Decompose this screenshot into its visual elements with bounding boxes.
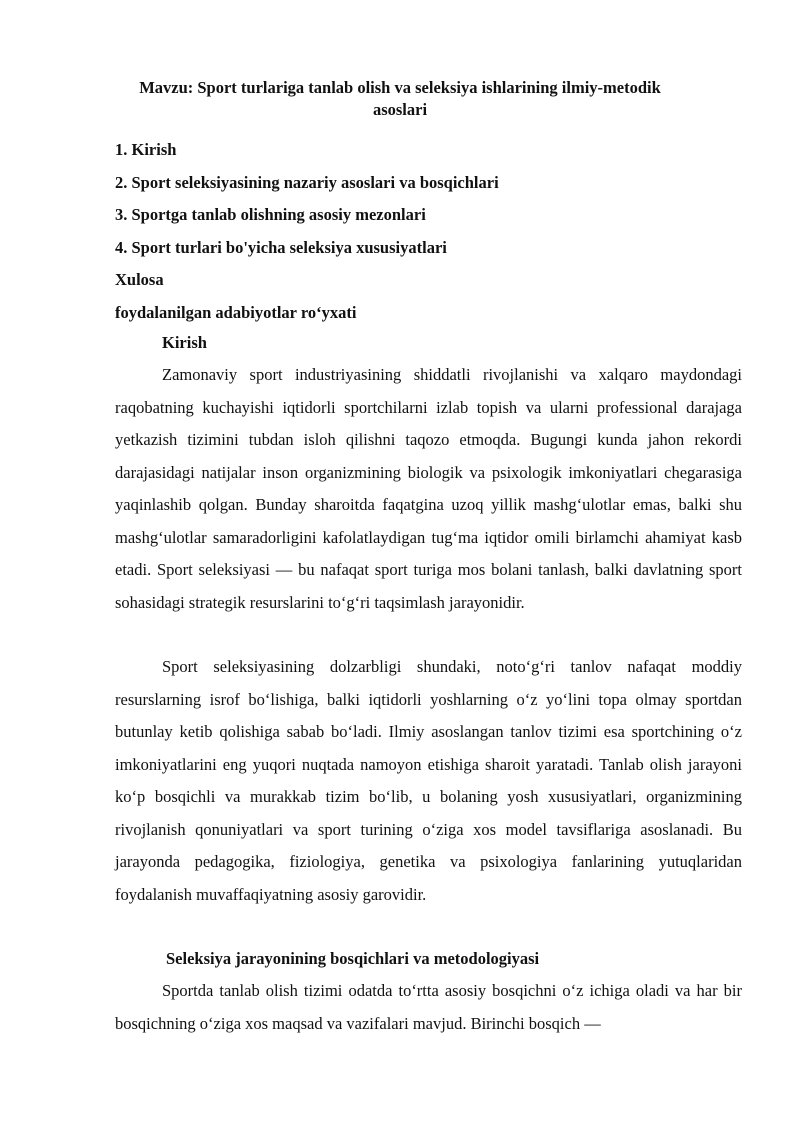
section-heading: Seleksiya jarayonining bosqichlari va metodologiyasi — [166, 949, 540, 968]
toc-item: 1. Kirish — [115, 140, 177, 159]
toc-item: 3. Sportga tanlab olishning asosiy mezonlari — [115, 205, 426, 224]
intro-heading: Kirish — [162, 333, 207, 352]
intro-paragraph-1: Zamonaviy sport industriyasining shiddatli rivojlanishi va xalqaro maydondagi raqobatning kuchayishi iqtidorli sportchilarni izlab topish va ularni professional darajaga yetkazish tizimini tubdan isloh qilishni taqozo etmoqda. Bugungi kunda jahon rekordi darajasidagi natijalar inson organizmining biologik va psixologik imkoniyatlari chegarasiga yaqinlashib qolgan. Bunday sharoitda faqatgina uzoq yillik mashg‘ulotlar emas, balki shu mashg‘ulotlar samaradorligini kafolatlaydigan tug‘ma iqtidor omili birlamchi ahamiyat kasb etadi. Sport seleksiyasi — bu nafaqat sport turiga mos bolani tanlash, balki davlatning sport sohasidagi strategik resurslarini to‘g‘ri taqsimlash jarayonidir. — [115, 365, 742, 612]
toc-item: Xulosa — [115, 270, 164, 289]
toc-item: 2. Sport seleksiyasining nazariy asoslari va bosqichlari — [115, 172, 499, 192]
table-of-contents — [115, 134, 755, 329]
intro-paragraph-2: Sport seleksiyasining dolzarbligi shundaki, noto‘g‘ri tanlov nafaqat moddiy resurslarning isrof bo‘lishiga, balki iqtidorli yoshlarning o‘z yo‘lini topa olmay sportdan butunlay ketib qolishiga sabab bo‘ladi. Ilmiy asoslangan tanlov tizimi esa sportchining o‘z imkoniyatlarini eng yuqori nuqtada namoyon etishiga sharoit yaratadi. Tanlab olish jarayoni ko‘p bosqichli va murakkab tizim bo‘lib, u bolaning yosh xususiyatlari, organizmining rivojlanish qonuniyatlari va sport turining o‘ziga xos model tavsiflariga asoslanadi. Bu jarayonda pedagogika, fiziologiya, genetika va psixologiya fanlarining yutuqlaridan foydalanish muvaffaqiyatning asosiy garovidir. — [115, 657, 742, 904]
section-paragraph: Sportda tanlab olish tizimi odatda to‘rtta asosiy bosqichni o‘z ichiga oladi va har bir bosqichning o‘ziga xos maqsad va vazifalari mavjud. Birinchi bosqich — — [115, 981, 742, 1033]
toc-item: 4. Sport turlari bo'yicha seleksiya xususiyatlari — [115, 237, 447, 257]
document-title: Mavzu: Sport turlariga tanlab olish va seleksiya ishlarining ilmiy-metodik asoslari — [139, 78, 661, 119]
toc-item: foydalanilgan adabiyotlar ro‘yxati — [115, 302, 357, 322]
